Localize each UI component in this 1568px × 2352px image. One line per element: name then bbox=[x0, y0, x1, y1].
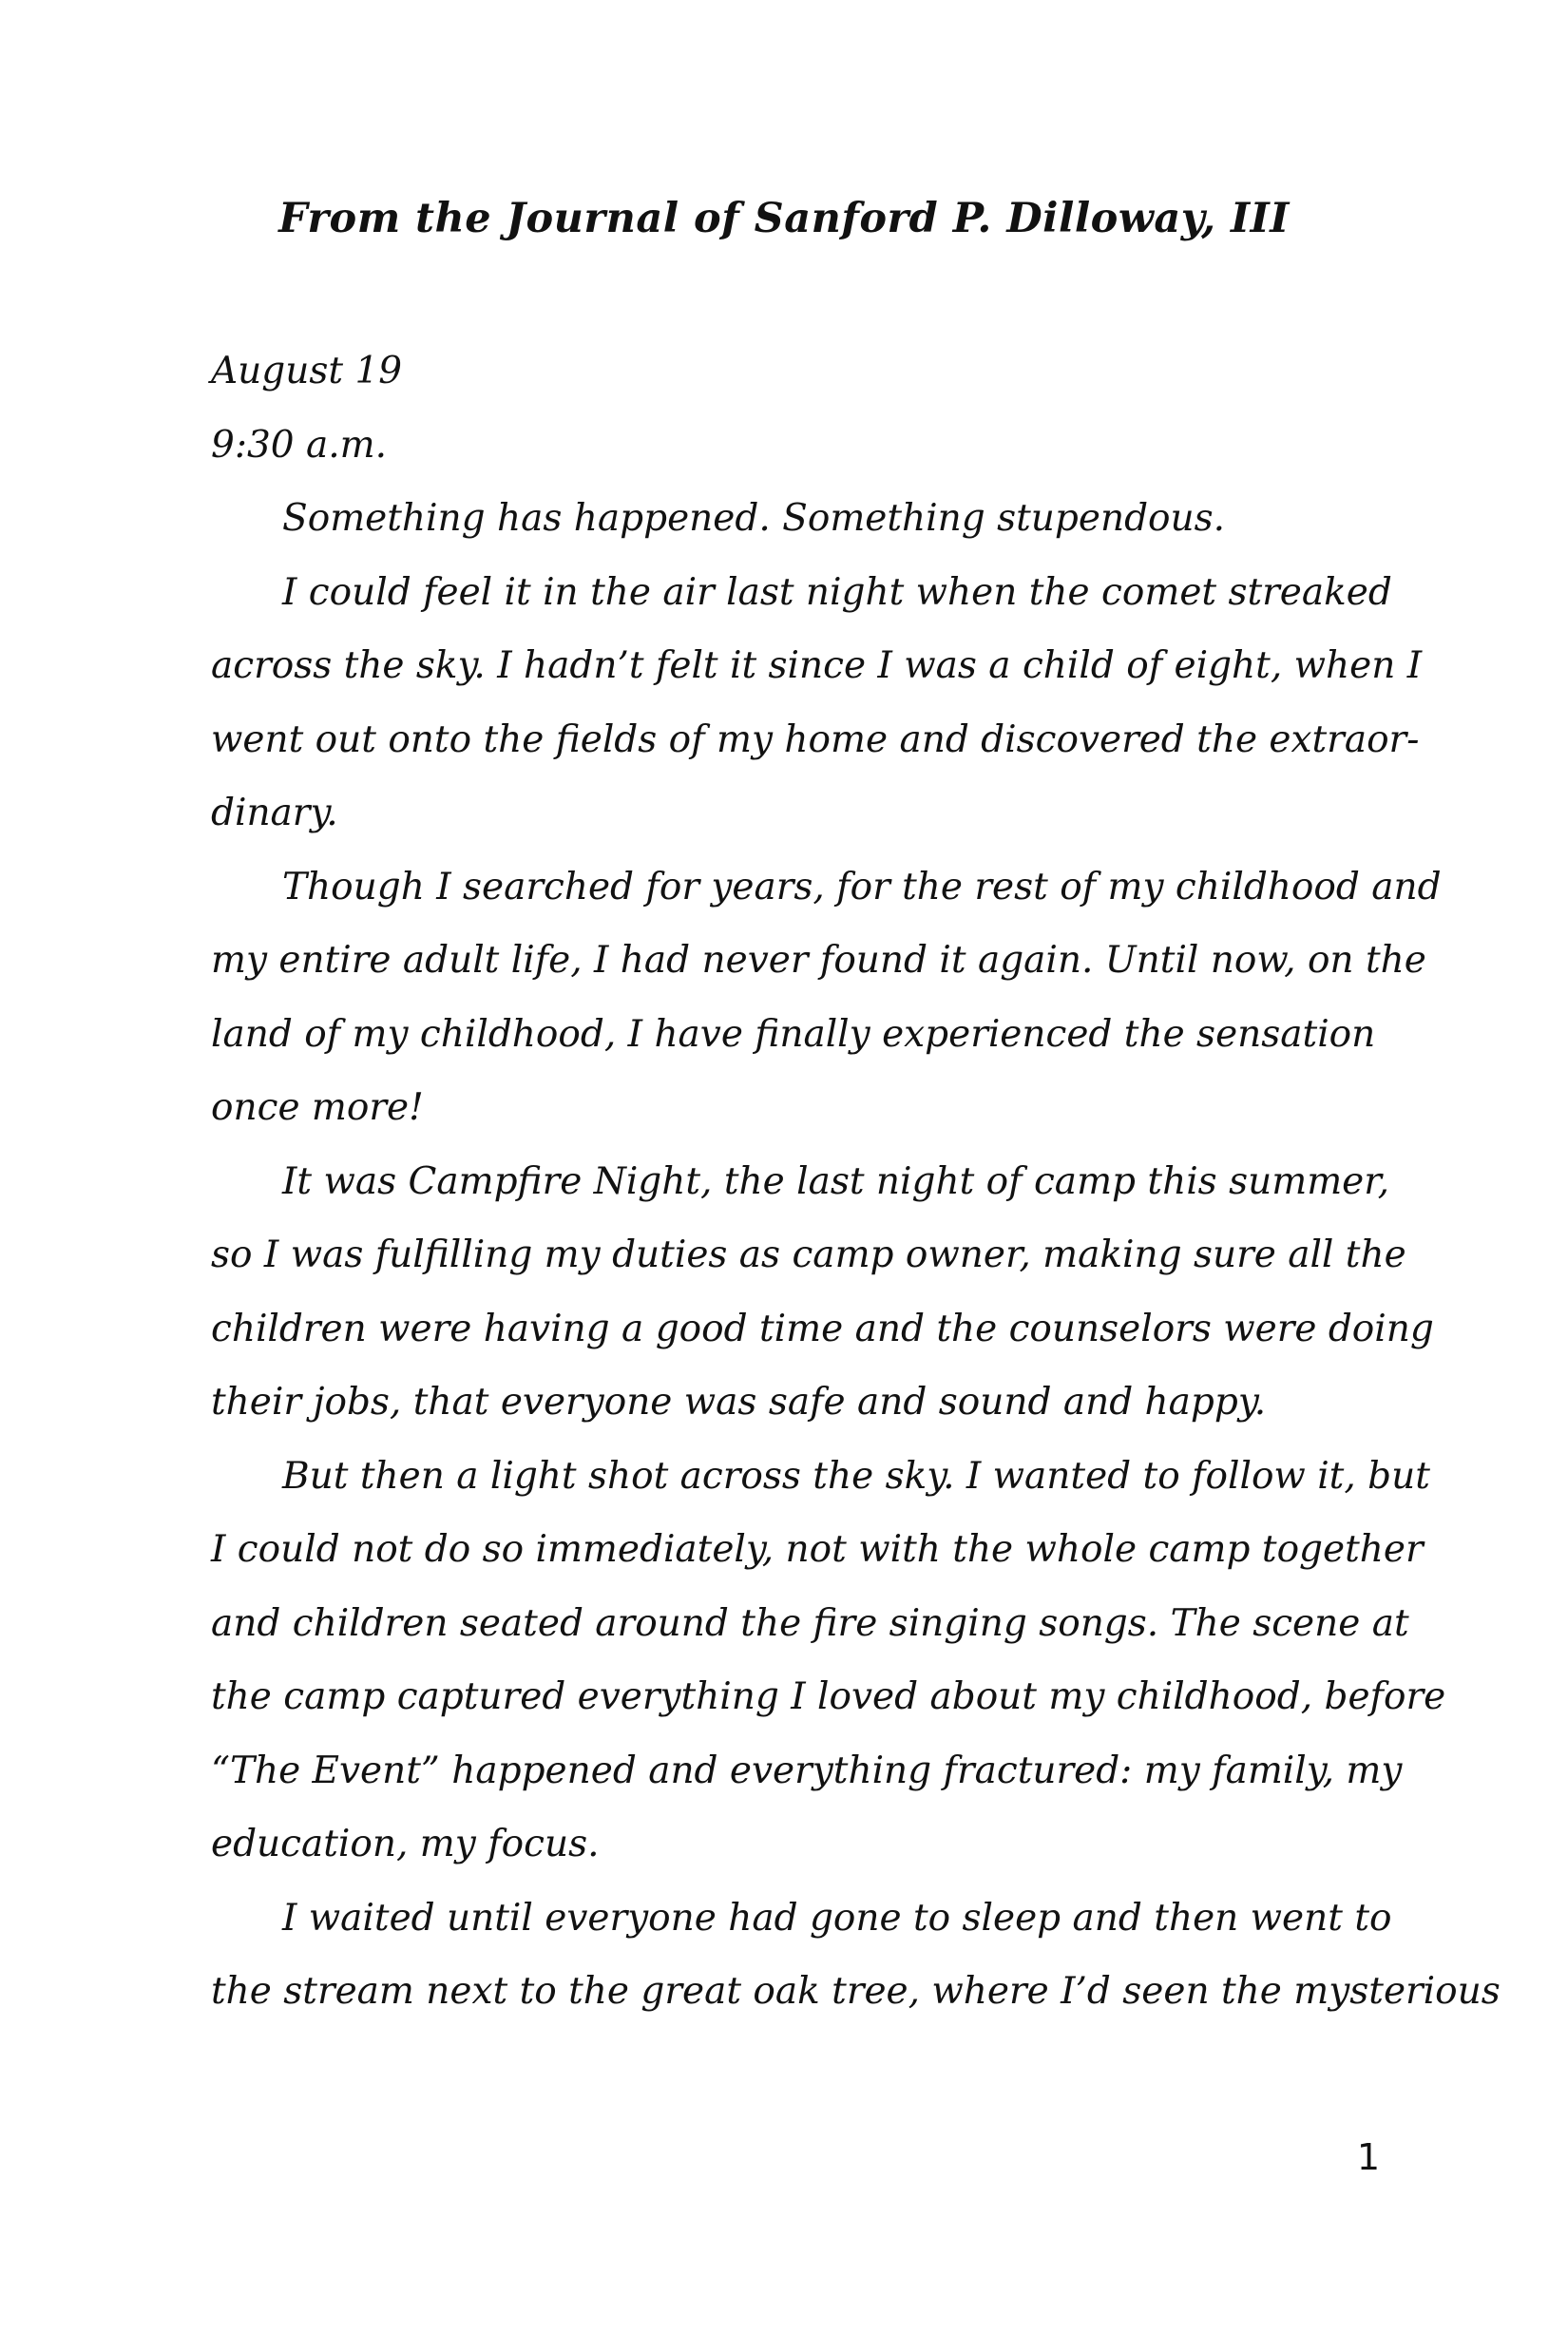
text-line: the stream next to the great oak tree, where I’d seen the mysterious bbox=[211, 1970, 1501, 2013]
text-line: my entire adult life, I had never found it again. Until now, on the bbox=[211, 939, 1426, 982]
text-line: It was Campfire Night, the last night of camp this summer, bbox=[282, 1159, 1390, 1203]
entry-time: 9:30 a.m. bbox=[211, 423, 388, 467]
text-line: the camp captured everything I loved about my childhood, before bbox=[211, 1675, 1446, 1718]
text-line: Though I searched for years, for the rest of my childhood and bbox=[282, 865, 1442, 908]
text-line: But then a light shot across the sky. I wanted to follow it, but bbox=[282, 1454, 1430, 1498]
text-line: their jobs, that everyone was safe and sound and happy. bbox=[211, 1381, 1267, 1424]
entry-date: August 19 bbox=[211, 350, 403, 392]
page-title: From the Journal of Sanford P. Dilloway, III bbox=[278, 195, 1290, 242]
text-line: I could feel it in the air last night when the comet streaked bbox=[282, 570, 1392, 614]
text-line: and children seated around the fire singing songs. The scene at bbox=[211, 1601, 1409, 1645]
journal-body bbox=[211, 335, 1501, 2029]
text-line: Something has happened. Something stupendous. bbox=[282, 497, 1226, 540]
text-line: children were having a good time and the counselors were doing bbox=[211, 1307, 1434, 1350]
page-number: 1 bbox=[1356, 2136, 1380, 2178]
text-line: dinary. bbox=[211, 792, 338, 834]
text-line: so I was fulfilling my duties as camp owner, making sure all the bbox=[211, 1233, 1406, 1276]
text-line: land of my childhood, I have finally experienced the sensation bbox=[211, 1012, 1376, 1056]
text-line: “The Event” happened and everything fractured: my family, my bbox=[211, 1749, 1403, 1792]
text-line: once more! bbox=[211, 1086, 424, 1129]
text-line: across the sky. I hadn’t felt it since I was a child of eight, when I bbox=[211, 644, 1423, 687]
text-line: went out onto the fields of my home and discovered the extraor- bbox=[211, 717, 1420, 761]
text-line: I waited until everyone had gone to sleep and then went to bbox=[282, 1896, 1392, 1940]
text-line: education, my focus. bbox=[211, 1823, 600, 1865]
text-line: I could not do so immediately, not with the whole camp together bbox=[211, 1528, 1424, 1571]
